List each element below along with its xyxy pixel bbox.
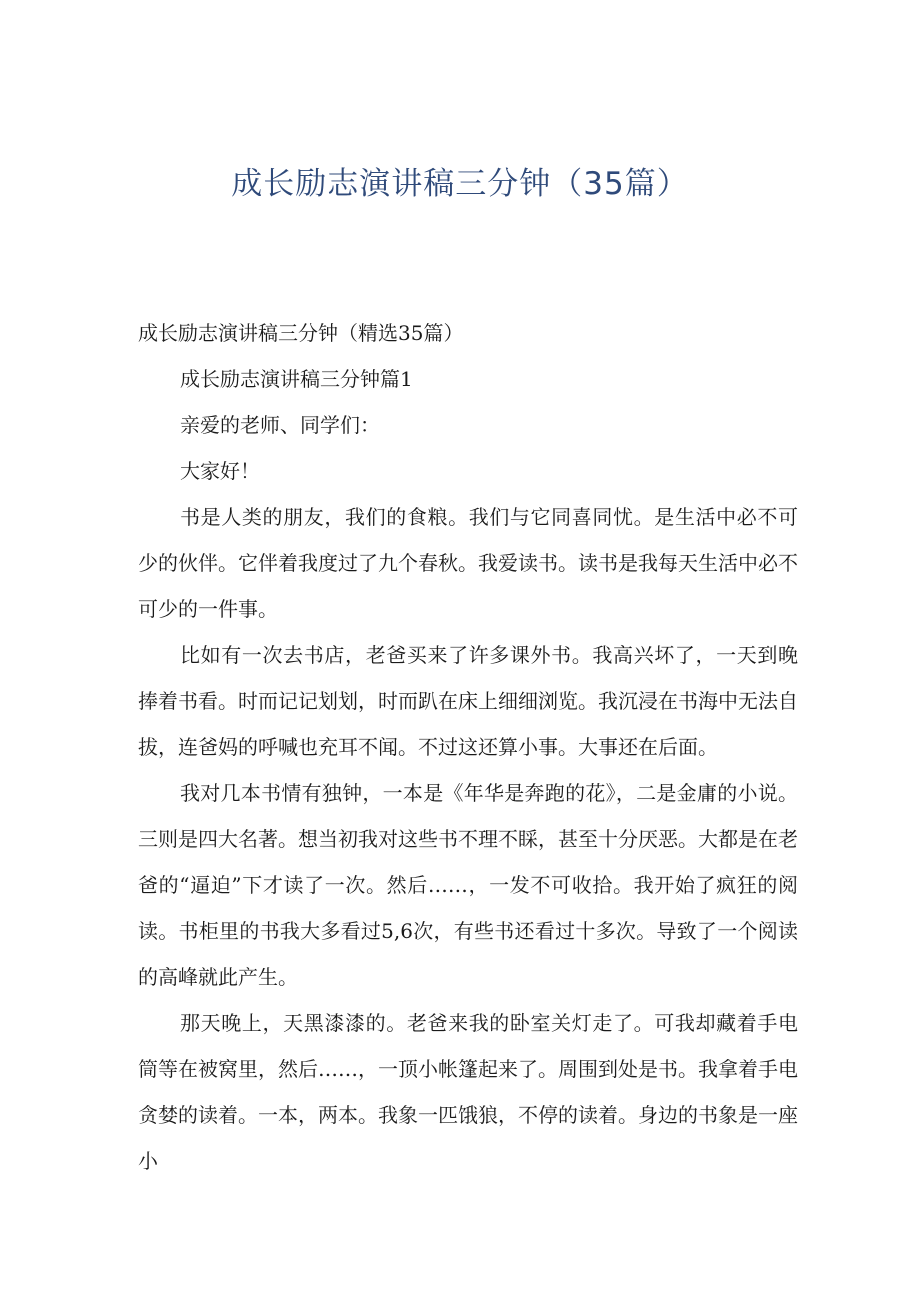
section-heading: 成长励志演讲稿三分钟篇1 [180,367,413,391]
document-body [138,310,798,1184]
greeting-paragraph: 大家好！ [180,459,260,483]
body-paragraph: 书是人类的朋友，我们的食粮。我们与它同喜同忧。是生活中必不可少的伙伴。它伴着我度过了九个春秋。我爱读书。读书是我每天生活中必不可少的一件事。 [138,505,798,621]
body-paragraph: 我对几本书情有独钟，一本是《年华是奔跑的花》，二是金庸的小说。三则是四大名著。想当初我对这些书不理不睬，甚至十分厌恶。大都是在老爸的“逼迫”下才读了一次。然后……，一发不可收拾。我开始了疯狂的阅读。书柜里的书我大多看过5,6次，有些书还看过十多次。导致了一个阅读的高峰就此产生。 [138,781,798,989]
document-title: 成长励志演讲稿三分钟（35篇） [231,166,689,202]
subtitle-paragraph: 成长励志演讲稿三分钟（精选35篇） [138,321,464,345]
body-paragraph: 比如有一次去书店，老爸买来了许多课外书。我高兴坏了，一天到晚捧着书看。时而记记划划，时而趴在床上细细浏览。我沉浸在书海中无法自拔，连爸妈的呼喊也充耳不闻。不过这还算小事。大事还在后面。 [138,643,798,759]
body-paragraph: 那天晚上，天黑漆漆的。老爸来我的卧室关灯走了。可我却藏着手电筒等在被窝里，然后……，一顶小帐篷起来了。周围到处是书。我拿着手电贪婪的读着。一本，两本。我象一匹饿狼，不停的读着。身边的书象是一座小 [138,1011,798,1173]
salutation-paragraph: 亲爱的老师、同学们： [180,413,380,437]
